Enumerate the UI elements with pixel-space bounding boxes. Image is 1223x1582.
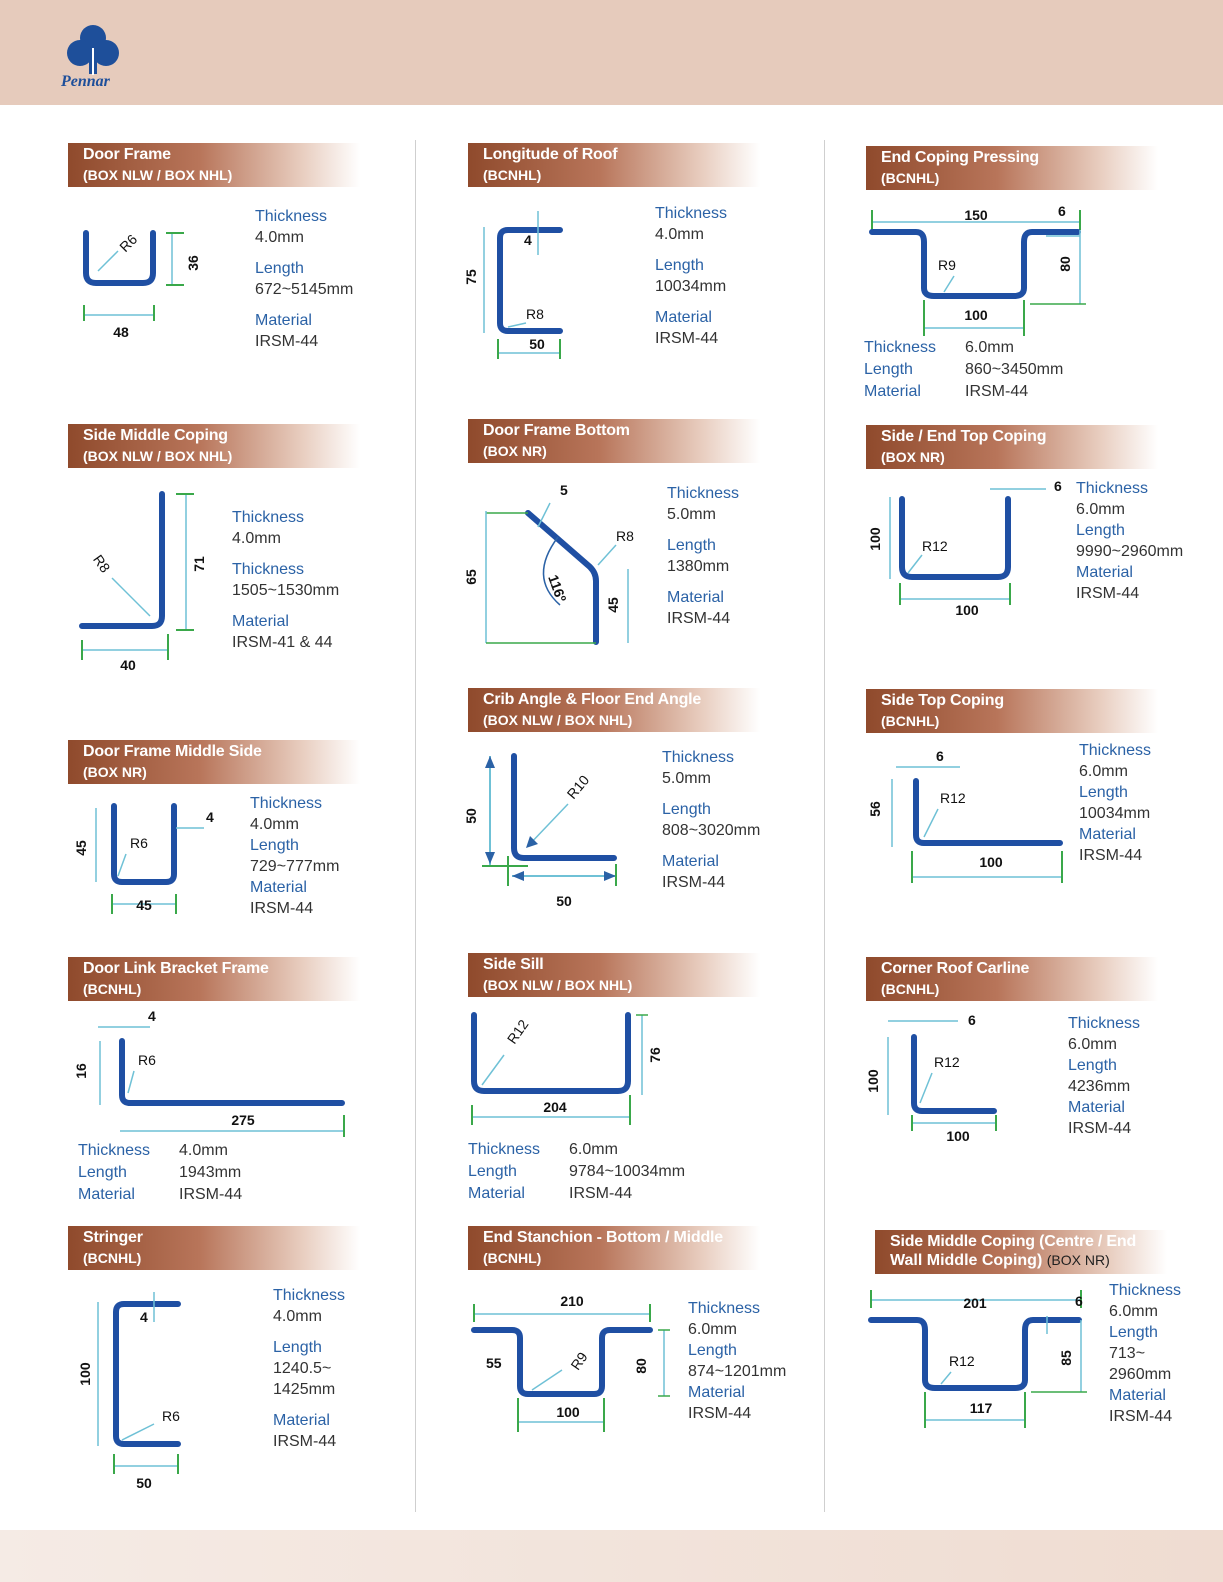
card-title: Door Link Bracket Frame	[83, 960, 269, 977]
thickness-value: 6.0mm	[1076, 501, 1125, 518]
thickness-value: 6.0mm	[1109, 1303, 1158, 1320]
length-value: 729~777mm	[250, 858, 340, 875]
profile-diagram	[468, 1286, 678, 1456]
length-label: Length	[273, 1339, 322, 1356]
card-header	[468, 419, 760, 463]
material-value: IRSM-44	[1076, 585, 1140, 602]
radius-label: R6	[116, 231, 141, 256]
thickness-label: Thickness	[273, 1287, 346, 1304]
length-value: 860~3450mm	[965, 361, 1064, 378]
thickness-value: 6.0mm	[688, 1321, 737, 1338]
thickness-value: 6.0mm	[965, 339, 1014, 356]
material-label: Material	[655, 309, 712, 326]
radius-label: R9	[938, 257, 956, 273]
card-title: Door Frame	[83, 146, 171, 163]
thickness-label: Thickness	[667, 485, 740, 502]
card-subtitle: (BCNHL)	[83, 1250, 142, 1266]
top-width-label: 210	[560, 1293, 584, 1309]
material-label: Material	[468, 1185, 525, 1202]
card-title: Longitude of Roof	[483, 146, 618, 163]
spec-list	[1109, 1280, 1181, 1427]
spec-list	[255, 206, 353, 352]
card-subtitle: (BOX NR)	[83, 764, 147, 780]
length-value: 4236mm	[1068, 1078, 1131, 1095]
radius-label: R6	[130, 835, 148, 851]
thickness-value: 6.0mm	[1068, 1036, 1117, 1053]
radius-label: R8	[90, 551, 114, 576]
material-value: IRSM-44	[1068, 1120, 1132, 1137]
bottom-width-label: 117	[969, 1400, 993, 1416]
spec-list	[1068, 1013, 1140, 1139]
material-label: Material	[1109, 1387, 1166, 1404]
thickness-dim-label: 6	[1075, 1293, 1083, 1309]
length-label: Length	[662, 801, 711, 818]
radius-label: R12	[934, 1054, 960, 1070]
card-title: Side / End Top Coping	[881, 428, 1047, 445]
thickness-label: Thickness	[255, 208, 328, 225]
width-label: 100	[979, 854, 1003, 870]
card-subtitle: (BCNHL)	[881, 981, 940, 997]
height-label: 85	[1058, 1350, 1074, 1366]
material-label: Material	[78, 1186, 135, 1203]
thickness-value: 4.0mm	[250, 816, 299, 833]
thickness-value: 4.0mm	[232, 530, 281, 547]
card-header	[68, 957, 360, 1001]
length-value: 672~5145mm	[255, 281, 354, 298]
spec-list	[232, 507, 339, 653]
spec-list	[688, 1298, 786, 1424]
thickness-label: Thickness	[662, 749, 735, 766]
material-value: IRSM-44	[273, 1433, 337, 1450]
radius-label: R12	[949, 1353, 975, 1369]
thickness-value: 4.0mm	[255, 229, 304, 246]
height-label: 71	[191, 556, 207, 572]
height-label: 36	[185, 255, 201, 271]
material-label: Material	[864, 383, 921, 400]
radius-label: R8	[616, 528, 634, 544]
length-label: Length	[688, 1342, 737, 1359]
height-label: 16	[73, 1063, 89, 1079]
card-subtitle: (BCNHL)	[483, 1250, 542, 1266]
height-label: 80	[633, 1358, 649, 1374]
material-label: Material	[688, 1384, 745, 1401]
thickness-dim-label: 6	[1058, 203, 1066, 219]
spec-list	[250, 793, 339, 919]
height-label: 100	[77, 1362, 93, 1386]
width-label: 50	[529, 336, 545, 352]
height-label: 100	[867, 527, 883, 551]
card-subtitle: (BOX NLW / BOX NHL)	[483, 977, 633, 993]
height-label: 50	[463, 808, 479, 824]
card-subtitle: (BOX NR)	[1046, 1252, 1110, 1268]
thickness-label: Thickness	[1079, 742, 1152, 759]
material-value: IRSM-44	[965, 383, 1029, 400]
length-label: Length	[1068, 1057, 1117, 1074]
material-label: Material	[250, 879, 307, 896]
length-value-cont: 1425mm	[273, 1381, 336, 1398]
length-label: Length	[250, 837, 299, 854]
length-label: Length	[864, 361, 913, 378]
card-header	[468, 953, 760, 997]
profile-diagram	[866, 200, 1096, 340]
thickness-dim-label: 4	[524, 232, 532, 248]
thickness-value: 4.0mm	[655, 226, 704, 243]
thickness-label: Thickness	[232, 509, 305, 526]
thickness-value: 4.0mm	[273, 1308, 322, 1325]
material-label: Material	[255, 312, 312, 329]
material-value: IRSM-44	[255, 333, 319, 350]
profile-diagram	[68, 1284, 268, 1494]
card-title: Door Frame Bottom	[483, 422, 630, 439]
spec-list	[1076, 478, 1183, 604]
radius-label: R10	[563, 771, 593, 802]
length-label: Length	[1079, 784, 1128, 801]
width-label: 48	[113, 324, 129, 340]
profile-diagram	[463, 205, 628, 365]
height2-label: 45	[605, 597, 621, 613]
radius-label: R12	[922, 538, 948, 554]
material-label: Material	[667, 589, 724, 606]
card-header	[68, 424, 360, 468]
height-label: 100	[865, 1069, 881, 1093]
material-value: IRSM-44	[569, 1185, 633, 1202]
card-title: Side Middle Coping	[83, 427, 228, 444]
material-label: Material	[1068, 1099, 1125, 1116]
profile-diagram	[68, 1005, 358, 1145]
length-value: 808~3020mm	[662, 822, 761, 839]
card-subtitle: (BCNHL)	[483, 167, 542, 183]
card-subtitle-line	[890, 1252, 1110, 1270]
width-label: 50	[556, 893, 572, 909]
thickness-label: Thickness	[864, 339, 937, 356]
spec-list	[1079, 740, 1151, 866]
bottom-width-label: 100	[964, 307, 988, 323]
length-label: Length	[1109, 1324, 1158, 1341]
card-header	[468, 688, 760, 732]
card-title: Crib Angle & Floor End Angle	[483, 691, 702, 708]
material-label: Material	[1079, 826, 1136, 843]
thickness-label: Thickness	[655, 205, 728, 222]
card-title: End Stanchion - Bottom / Middle	[483, 1229, 724, 1246]
length-value: 874~1201mm	[688, 1363, 787, 1380]
material-label: Material	[1076, 564, 1133, 581]
thickness-label: Thickness	[468, 1141, 541, 1158]
material-label: Material	[232, 613, 289, 630]
thickness-dim-label: 4	[206, 809, 214, 825]
material-value: IRSM-44	[688, 1405, 752, 1422]
spec-list	[667, 483, 739, 629]
card-header	[68, 143, 360, 187]
spec-list	[864, 337, 1063, 403]
card-title: Door Frame Middle Side	[83, 743, 262, 760]
radius-label: R8	[526, 306, 544, 322]
radius-label: R9	[567, 1349, 591, 1373]
width-label: 100	[946, 1128, 970, 1144]
profile-diagram	[866, 1007, 1046, 1157]
thickness-label: Thickness	[1068, 1015, 1141, 1032]
card-subtitle: (BOX NLW / BOX NHL)	[83, 167, 233, 183]
card-header	[68, 1226, 360, 1270]
spec-list	[468, 1139, 685, 1205]
height-label: 80	[1057, 256, 1073, 272]
spec-list	[662, 747, 760, 893]
top-width-label: 150	[964, 207, 988, 223]
profile-diagram	[68, 798, 228, 928]
angle-label: 116º	[545, 572, 570, 605]
top-width-label: 201	[963, 1295, 987, 1311]
length-value: 1380mm	[667, 558, 730, 575]
material-label: Material	[662, 853, 719, 870]
card-title: Side Sill	[483, 956, 544, 973]
brand-name: Pennar	[61, 73, 110, 90]
length-label: Length	[78, 1164, 127, 1181]
spec-list	[273, 1285, 345, 1452]
height-label: 56	[867, 801, 883, 817]
width-label: 204	[543, 1099, 567, 1115]
card-header	[468, 143, 760, 187]
card-title: Side Top Coping	[881, 692, 1004, 709]
profile-diagram	[866, 477, 1076, 627]
length-value: 10034mm	[1079, 805, 1151, 822]
length-label: Length	[468, 1163, 517, 1180]
length-label: Thickness	[232, 561, 305, 578]
profile-diagram	[463, 477, 658, 657]
profile-diagram	[468, 1009, 678, 1139]
length-value: 9784~10034mm	[569, 1163, 686, 1180]
card-subtitle: (BOX NR)	[881, 449, 945, 465]
radius-label: R6	[138, 1052, 156, 1068]
width-label: 50	[136, 1475, 152, 1491]
length-value: 713~	[1109, 1345, 1146, 1362]
card-subtitle: (BCNHL)	[881, 170, 940, 186]
length-value: 1505~1530mm	[232, 582, 340, 599]
card-subtitle: (BOX NR)	[483, 443, 547, 459]
height-label: 65	[463, 569, 479, 585]
card-subtitle: (BOX NLW / BOX NHL)	[83, 448, 233, 464]
length-value-cont: 2960mm	[1109, 1366, 1172, 1383]
thickness-value: 6.0mm	[569, 1141, 618, 1158]
card-subtitle: (BCNHL)	[881, 713, 940, 729]
length-value: 1943mm	[179, 1164, 242, 1181]
card-header	[866, 689, 1158, 733]
thickness-value: 5.0mm	[667, 506, 716, 523]
length-label: Length	[1076, 522, 1125, 539]
thickness-dim-label: 5	[560, 482, 568, 498]
radius-label: R12	[503, 1016, 532, 1047]
thickness-value: 4.0mm	[179, 1142, 228, 1159]
material-value: IRSM-44	[655, 330, 719, 347]
radius-label: R12	[940, 790, 966, 806]
thickness-label: Thickness	[1109, 1282, 1182, 1299]
side-width-label: 55	[486, 1355, 502, 1371]
material-value: IRSM-44	[1109, 1408, 1173, 1425]
radius-label: R6	[162, 1408, 180, 1424]
width-label: 40	[120, 657, 136, 673]
thickness-label: Thickness	[250, 795, 323, 812]
card-header	[468, 1226, 760, 1270]
material-value: IRSM-44	[1079, 847, 1143, 864]
height-label: 75	[463, 269, 479, 285]
column-divider	[415, 140, 416, 1512]
card-title: Side Middle Coping (Centre / End	[890, 1233, 1137, 1250]
spec-list	[78, 1140, 242, 1206]
length-label: Length	[655, 257, 704, 274]
material-value: IRSM-44	[250, 900, 314, 917]
material-value: IRSM-44	[179, 1186, 243, 1203]
profile-diagram	[68, 213, 218, 353]
profile-diagram	[866, 743, 1076, 893]
length-value: 9990~2960mm	[1076, 543, 1184, 560]
thickness-dim-label: 4	[148, 1008, 156, 1024]
material-label: Material	[273, 1412, 330, 1429]
width-label: 45	[136, 897, 152, 913]
height-label: 45	[73, 840, 89, 856]
bottom-width-label: 100	[556, 1404, 580, 1420]
profile-diagram	[68, 484, 228, 674]
column-divider	[824, 140, 825, 1512]
thickness-label: Thickness	[688, 1300, 761, 1317]
card-title: Stringer	[83, 1229, 143, 1246]
thickness-label: Thickness	[78, 1142, 151, 1159]
thickness-dim-label: 4	[140, 1309, 148, 1325]
card-title: End Coping Pressing	[881, 149, 1039, 166]
thickness-dim-label: 6	[936, 748, 944, 764]
length-value: 10034mm	[655, 278, 727, 295]
thickness-value: 6.0mm	[1079, 763, 1128, 780]
card-title: Corner Roof Carline	[881, 960, 1030, 977]
spec-list	[655, 203, 727, 349]
card-subtitle: (BCNHL)	[83, 981, 142, 997]
length-label: Length	[667, 537, 716, 554]
length-label: Length	[255, 260, 304, 277]
card-header	[866, 146, 1158, 190]
thickness-dim-label: 6	[1054, 478, 1062, 494]
thickness-label: Thickness	[1076, 480, 1149, 497]
material-value: IRSM-44	[662, 874, 726, 891]
card-header	[866, 957, 1158, 1001]
card-title-line2: Wall Middle Coping)	[890, 1252, 1043, 1269]
card-header	[68, 740, 360, 784]
thickness-value: 5.0mm	[662, 770, 711, 787]
profile-diagram	[867, 1286, 1097, 1446]
profile-diagram	[463, 746, 648, 916]
height-label: 76	[647, 1047, 663, 1063]
card-header	[866, 425, 1158, 469]
top-banner	[0, 0, 1223, 105]
thickness-dim-label: 6	[968, 1012, 976, 1028]
card-subtitle: (BOX NLW / BOX NHL)	[483, 712, 633, 728]
length-value: 1240.5~	[273, 1360, 332, 1377]
bottom-band	[0, 1530, 1223, 1582]
width-label: 100	[955, 602, 979, 618]
material-value: IRSM-44	[667, 610, 731, 627]
width-label: 275	[231, 1112, 255, 1128]
card-header	[875, 1230, 1167, 1274]
material-value: IRSM-41 & 44	[232, 634, 333, 651]
